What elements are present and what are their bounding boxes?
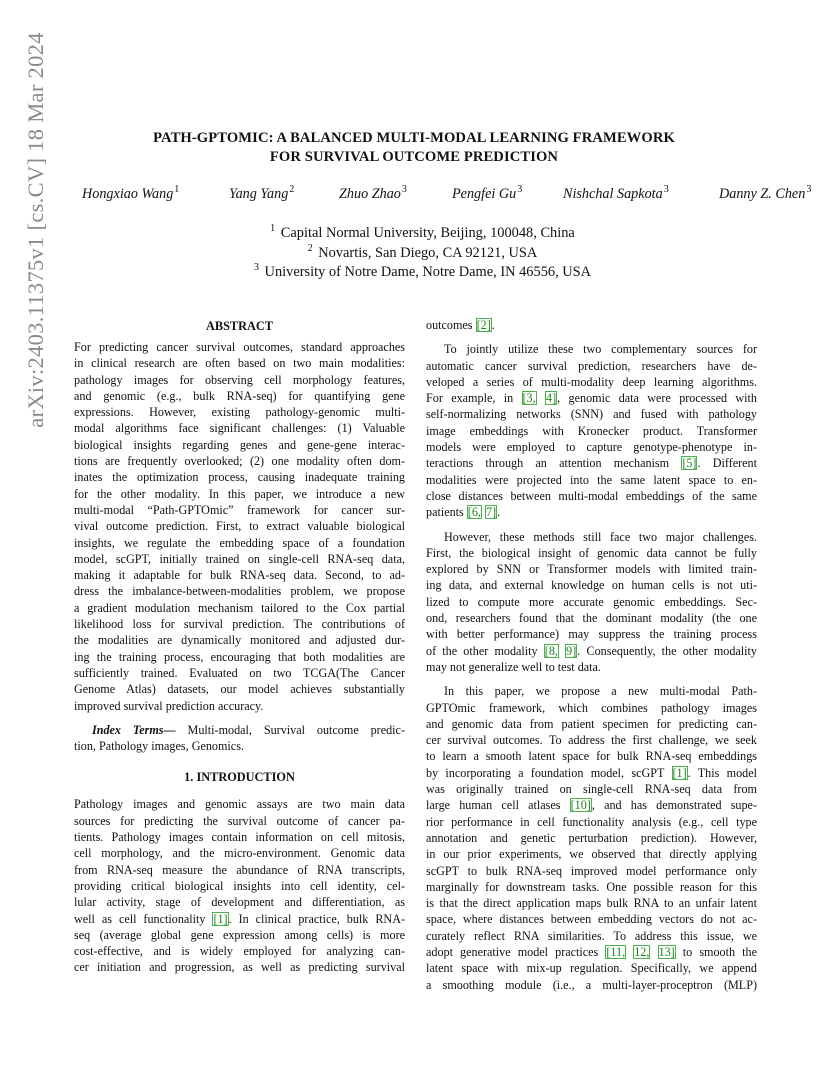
citation-link[interactable]: [1] bbox=[672, 765, 687, 780]
citation-link[interactable]: 9] bbox=[566, 643, 577, 658]
text-line: dress the imbalance-between-modalities problem, we propose bbox=[74, 584, 405, 599]
text-line: tients. Pathology images contain information on cell mitosis, bbox=[74, 830, 405, 845]
affiliations bbox=[160, 224, 685, 283]
index-terms: Index Terms— Multi-modal, Survival outcome predic- tion, Pathology images, Genomics. bbox=[74, 722, 405, 754]
author: Zhuo Zhao$^3$ bbox=[339, 184, 407, 202]
right-column bbox=[426, 317, 757, 993]
text-line: cost-effective, and is widely employed for analyzing can- bbox=[74, 944, 405, 959]
text-line: the modalities are dynamically monitored and adjusted dur- bbox=[74, 633, 405, 648]
text-line: sources for predicting the survival outcome of cancer pa- bbox=[74, 813, 405, 828]
text-line: pathology images for observing cell morphology features, bbox=[74, 372, 405, 387]
citation-link[interactable]: 13] bbox=[658, 944, 675, 959]
citation-link[interactable]: 4] bbox=[546, 391, 557, 406]
text-line: tions are frequently overlooked; (2) one modality often dom- bbox=[74, 454, 405, 469]
author: Nishchal Sapkota$^3$ bbox=[563, 184, 669, 202]
title-line-1: PATH-GPTOMIC: A BALANCED MULTI-MODAL LEARNING FRAMEWORK bbox=[153, 130, 675, 146]
section-heading-introduction: 1. INTRODUCTION bbox=[184, 770, 295, 785]
text-line: and genomic (e.g., bulk RNA-seq) for quantifying gene bbox=[74, 388, 405, 403]
author: Hongxiao Wang$^1$ bbox=[82, 184, 180, 202]
citation-link[interactable]: [8, bbox=[544, 643, 558, 658]
text-line: a gradient modulation mechanism tailored to the Cox partial bbox=[74, 600, 405, 615]
affiliation: $^2$ Novartis, San Diego, CA 92121, USA bbox=[307, 242, 538, 261]
text-line: cell morphology, and the micro-environment. Genomic data bbox=[74, 846, 405, 861]
text-line: outcomes [2]. bbox=[426, 318, 495, 332]
text-line: from RNA-seq measure the abundance of RNA transcripts, bbox=[74, 862, 405, 877]
text-line: inates the optimization process, causing inadequate training bbox=[74, 470, 405, 485]
text-line: modal algorithms face significant challenges: (1) Valuable bbox=[74, 421, 405, 436]
affiliation: $^3$ University of Notre Dame, Notre Dame, IN 46556, USA bbox=[253, 262, 592, 280]
paper-title bbox=[80, 129, 748, 167]
author: Pengfei Gu$^3$ bbox=[452, 184, 523, 202]
index-terms-label: Index Terms— bbox=[92, 722, 176, 737]
citation-link[interactable]: [2] bbox=[476, 318, 491, 332]
text-line: vival outcome prediction. First, to extract valuable biological bbox=[74, 519, 405, 534]
paragraph: However, these methods still face two major challenges. First, the biological insight of genomic data cannot be fully explored by SNN or Transformer models with limited train- ing data, and external knowledge on human cells is not uti- lized to compute more accurate genomic embeddings. Sec- ond, researchers found that the dominant modality (the one with better performance) may suppress the training process of the other modality [8, 9]. Consequently, the other modality may not generalize well to test data. bbox=[426, 529, 757, 674]
text-line: sufficiently trained. Evaluated on two TCGA(The Cancer bbox=[74, 665, 405, 680]
citation-link[interactable]: [10] bbox=[570, 798, 591, 813]
left-column bbox=[74, 318, 405, 976]
text-line: for the other modality. In this paper, we introduce a new bbox=[74, 486, 405, 501]
citation-link[interactable]: 7] bbox=[486, 505, 497, 520]
arxiv-identifier: arXiv:2403.11375v1 [cs.CV] 18 Mar 2024 bbox=[23, 32, 48, 428]
text-line: providing critical biological insights into cell identity, cel- bbox=[74, 878, 405, 893]
intro-paragraph bbox=[74, 796, 405, 910]
citation-link[interactable]: [1] bbox=[213, 911, 228, 926]
text-line: seq (average global gene expression among cells) is more bbox=[74, 927, 405, 942]
author: Yang Yang$^2$ bbox=[229, 184, 295, 202]
intro-line: well as cell functionality [1]. In clinical practice, bulk RNA- bbox=[74, 911, 405, 926]
abstract-heading: ABSTRACT bbox=[206, 319, 273, 333]
text-line: making it adaptable for bulk RNA-seq data. Second, to ad- bbox=[74, 568, 405, 583]
text-line: biological insights regarding genes and gene-gene interac- bbox=[74, 437, 405, 452]
citation-link[interactable]: [5] bbox=[682, 456, 697, 471]
text-line: multi-modal “Path-GPTOmic” framework for cancer sur- bbox=[74, 502, 405, 517]
text-line: likelihood loss for survival prediction. The contributions of bbox=[74, 617, 405, 632]
author-list bbox=[0, 186, 828, 208]
citation-link[interactable]: 12, bbox=[634, 944, 650, 959]
abstract-body bbox=[74, 339, 405, 714]
text-line: For predicting cancer survival outcomes, standard approaches bbox=[74, 340, 405, 354]
citation-link[interactable]: [6, bbox=[467, 505, 481, 520]
author: Danny Z. Chen$^3$ bbox=[719, 184, 812, 202]
citation-link[interactable]: [11, bbox=[606, 944, 626, 959]
paragraph: In this paper, we propose a new multi-modal Path- GPTOmic framework, which combines pathology images and genomic data from patient specimen for predicting can- cer survival outcomes. To address the first challenge, we seek to learn a smooth latent space for bulk RNA-seq embeddings by incorporating a foundation model, scGPT [1]. This model was originally trained on single-cell RNA-seq data from large human cell atlases [10], and has demonstrated supe- rior performance in cell functionality analysis (e.g., cell type annotation and genetic perturbation prediction). However, in our prior experiments, we observed that directly applying scGPT to bulk RNA-seq improved model performance only marginally for downstream tasks. One possible reason for this is that the direct application maps bulk RNA to an unfair latent space, where distances between embedding vectors do not ac- curately reflect RNA similarities. To address this issue, we adopt generative model practices [11, 12, 13] to smooth the latent space with mix-up regulation. Specifically, we append a smoothing module (i.e., a multi-layer-proceptron (MLP) bbox=[426, 684, 757, 992]
text-line: lular activity, stage of development and differentiation, as bbox=[74, 895, 405, 910]
affiliation: $^1$ Capital Normal University, Beijing, 100048, China bbox=[270, 223, 575, 241]
text-line: ing the training process, encouraging that both modalities are bbox=[74, 649, 405, 664]
text-line: expressions. However, existing pathology-genomic multi- bbox=[74, 405, 405, 420]
paragraph: To jointly utilize these two complementary sources for automatic cancer survival prediction, researchers have de- veloped a series of multi-modality deep learning algorithms. For example, in [3, 4], genomic data were processed with self-normalizing networks (SNN) and fused with pathology image embeddings with Kronecker product. Transformer models were employed to capture genotype-phenotype in- teractions through an attention mechanism [5]. Different modalities were projected into the same latent space to en- close distances between multi-modal embeddings of the same patients [6, 7]. bbox=[426, 342, 757, 520]
text-line: in clinical research are often based on two main modalities: bbox=[74, 356, 405, 371]
text-line: model, scGPT, initially trained on single-cell RNA-seq data, bbox=[74, 551, 405, 566]
text-line: Pathology images and genomic assays are two main data bbox=[74, 797, 405, 812]
text-line: improved survival prediction accuracy. bbox=[74, 698, 264, 713]
citation-link[interactable]: [3, bbox=[522, 391, 536, 406]
text-line: insights, we regulate the embedding space of a foundation bbox=[74, 535, 405, 550]
title-line-2: FOR SURVIVAL OUTCOME PREDICTION bbox=[269, 149, 559, 165]
text-line: Genome Atlas) datasets, our model achieves substantially bbox=[74, 682, 405, 697]
intro-paragraph-cont bbox=[74, 927, 405, 976]
text-line: cer initiation and progression, as well as predicting survival bbox=[74, 960, 405, 975]
